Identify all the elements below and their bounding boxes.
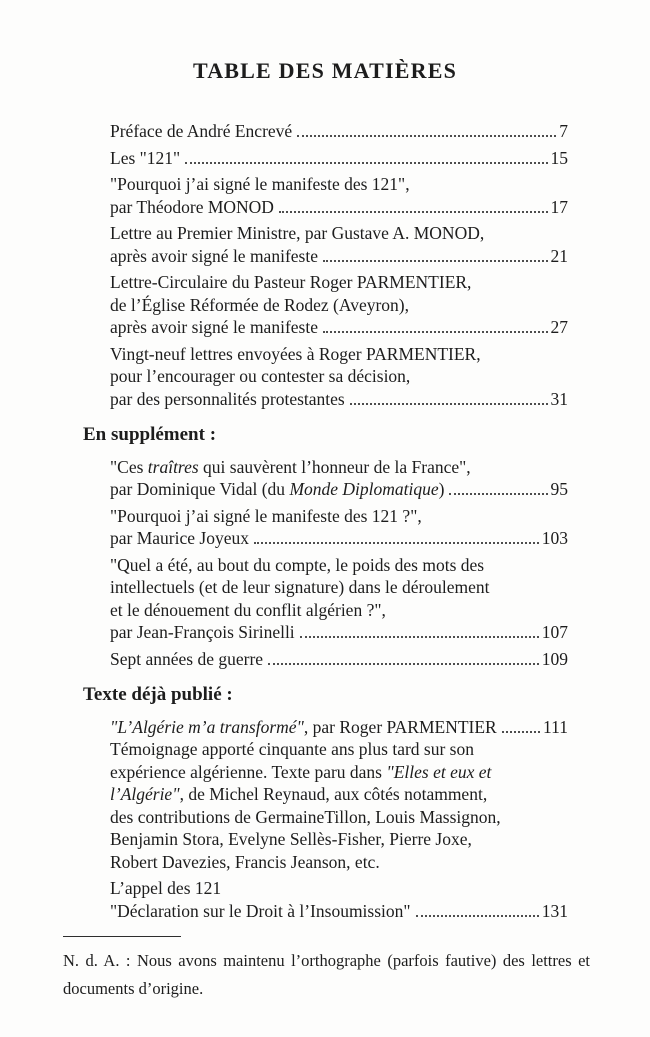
toc-line [110, 294, 568, 317]
plain-text: "Déclaration sur le Droit à l’Insoumission" [110, 900, 411, 921]
toc-line [110, 222, 568, 245]
toc-line [110, 196, 568, 219]
dot-leader [297, 135, 556, 137]
plain-text: , par Roger PARMENTIER [303, 716, 497, 737]
plain-text: Témoignage apporté cinquante ans plus tard sur son [110, 739, 474, 759]
italic-text: l’Algérie" [110, 784, 180, 804]
toc-line [110, 147, 568, 170]
page-number: 107 [541, 622, 568, 642]
page-number: 131 [541, 900, 568, 921]
plain-text: Préface de André Encrevé [110, 121, 293, 141]
toc-line-text [110, 851, 380, 874]
toc-line-text [110, 576, 490, 599]
toc-line-text [110, 900, 411, 923]
page-number: 31 [550, 388, 568, 409]
page-number: 15 [550, 147, 568, 168]
toc-line-text [110, 738, 474, 761]
section-heading: En supplément : [83, 424, 217, 445]
dot-leader [185, 162, 547, 164]
toc-line-text [110, 716, 497, 739]
toc-line [110, 576, 568, 599]
toc-line [110, 851, 568, 874]
toc-entry [110, 877, 568, 922]
toc-line [110, 343, 568, 366]
plain-text: Robert Davezies, Francis Jeanson, etc. [110, 851, 380, 872]
toc-entry [110, 120, 568, 143]
toc-line-text [110, 505, 422, 528]
toc-entry [110, 648, 568, 671]
toc-line [110, 527, 568, 550]
page-number: 103 [541, 528, 568, 548]
toc-line-text [110, 173, 410, 196]
toc-line [110, 648, 568, 671]
toc-line-text [110, 877, 221, 900]
plain-text: , de Michel Reynaud, aux côtés notamment, [179, 784, 488, 804]
toc-line-text [110, 196, 274, 219]
toc-line-text [110, 828, 472, 851]
page-number: 7 [559, 121, 568, 141]
plain-text: Les "121" [110, 147, 181, 168]
page-number: 27 [550, 317, 568, 337]
toc-line [110, 456, 568, 479]
dot-leader [300, 636, 539, 638]
plain-text: Sept années de guerre [110, 648, 264, 669]
toc-line [110, 173, 568, 196]
toc-line-text [110, 527, 249, 550]
toc-line [110, 316, 568, 339]
toc-line-text [110, 806, 501, 829]
dot-leader [502, 731, 540, 733]
plain-text: "Pourquoi j’ai signé le manifeste des 121 ?", [110, 505, 422, 526]
page-number: 95 [550, 479, 568, 499]
toc-line [110, 621, 568, 644]
plain-text: des contributions de GermaineTillon, Louis Massignon, [110, 806, 501, 827]
toc-line [110, 877, 568, 900]
toc-line-text [110, 222, 484, 245]
dot-leader [416, 915, 539, 917]
footnote-text: N. d. A. : Nous avons maintenu l’orthographe (parfois fautive) des lettres et documents d’origine. [63, 951, 590, 998]
footnote-area [63, 936, 590, 1003]
toc-entry [110, 456, 568, 501]
toc-line [110, 806, 568, 829]
plain-text: pour l’encourager ou contester sa décision, [110, 366, 411, 386]
italic-text: Monde Diplomatique [289, 479, 439, 499]
plain-text: par Théodore MONOD [110, 196, 274, 217]
plain-text: "Pourquoi j’ai signé le manifeste des 121", [110, 174, 410, 194]
plain-text: par Maurice Joyeux [110, 528, 249, 548]
toc-entry [110, 554, 568, 644]
toc-entry [110, 505, 568, 550]
italic-text: traîtres [147, 456, 199, 477]
toc-line [110, 365, 568, 388]
toc-line-text [110, 554, 484, 577]
page-title: TABLE DES MATIÈRES [192, 58, 458, 83]
italic-text: "L’Algérie m’a transformé" [110, 716, 304, 737]
dot-leader [279, 211, 548, 213]
page-number: 111 [543, 716, 568, 737]
toc-line-text [110, 147, 180, 170]
dot-leader [268, 663, 539, 665]
plain-text: "Quel a été, au bout du compte, le poids des mots des [110, 554, 485, 575]
plain-text: Lettre-Circulaire du Pasteur Roger PARMENTIER, [110, 272, 472, 292]
plain-text: par Jean-François Sirinelli [110, 622, 295, 642]
dot-leader [254, 542, 539, 544]
toc-line [110, 388, 568, 411]
toc-line [110, 900, 568, 923]
toc-line [110, 478, 568, 501]
toc-line-text [110, 761, 491, 784]
toc-line-text [110, 294, 409, 317]
toc-line [110, 738, 568, 761]
toc-entry [110, 147, 568, 170]
plain-text: après avoir signé le manifeste [110, 245, 318, 266]
plain-text: L’appel des 121 [110, 878, 222, 898]
plain-text: par des personnalités protestantes [110, 388, 345, 409]
dot-leader [449, 493, 547, 495]
plain-text: Vingt-neuf lettres envoyées à Roger PARMENTIER, [110, 343, 481, 364]
toc-entry [110, 173, 568, 218]
toc-line-text [110, 478, 444, 501]
toc-line [110, 761, 568, 784]
footnote-rule [63, 936, 181, 937]
toc-line [110, 716, 568, 739]
section-heading: Texte déjà publié : [83, 684, 233, 705]
toc-line-text [110, 648, 263, 671]
toc-line [110, 828, 568, 851]
page-number: 17 [550, 196, 568, 217]
plain-text: Lettre au Premier Ministre, par Gustave A. MONOD, [110, 223, 485, 243]
toc-line-text [110, 316, 318, 339]
plain-text: ) [438, 479, 445, 499]
plain-text: Benjamin Stora, Evelyne Sellès-Fisher, Pierre Joxe, [110, 829, 472, 849]
plain-text: par Dominique Vidal (du [110, 479, 290, 499]
dot-leader [323, 260, 548, 262]
plain-text: intellectuels (et de leur signature) dans le déroulement [110, 577, 490, 597]
toc-line [110, 271, 568, 294]
toc-entry [110, 716, 568, 874]
toc-line-text [110, 783, 487, 806]
toc-line-text [110, 365, 410, 388]
page-number: 109 [541, 648, 568, 669]
toc-line-text [110, 343, 481, 366]
toc-entry [110, 343, 568, 411]
toc-entry [110, 222, 568, 267]
toc-line [110, 245, 568, 268]
page-number: 21 [550, 245, 568, 266]
toc-line [110, 505, 568, 528]
italic-text: "Elles et eux et [386, 761, 492, 782]
table-of-contents [83, 120, 568, 922]
toc-line-text [110, 271, 471, 294]
toc-line-text [110, 599, 386, 622]
plain-text: "Ces [110, 456, 148, 477]
plain-text: après avoir signé le manifeste [110, 317, 318, 337]
plain-text: et le dénouement du conflit algérien ?", [110, 599, 386, 620]
dot-leader [323, 331, 548, 333]
plain-text: qui sauvèrent l’honneur de la France", [198, 456, 471, 477]
toc-line-text [110, 456, 471, 479]
toc-line [110, 599, 568, 622]
plain-text: expérience algérienne. Texte paru dans [110, 761, 387, 782]
dot-leader [350, 403, 548, 405]
toc-line-text [110, 621, 295, 644]
plain-text: de l’Église Réformée de Rodez (Aveyron), [110, 294, 410, 315]
toc-entry [110, 271, 568, 339]
toc-line-text [110, 120, 292, 143]
toc-line [110, 783, 568, 806]
toc-line-text [110, 245, 318, 268]
toc-line [110, 554, 568, 577]
toc-line [110, 120, 568, 143]
toc-line-text [110, 388, 345, 411]
